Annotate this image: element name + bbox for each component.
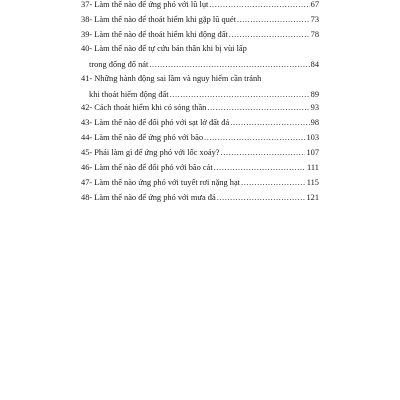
toc-entry xyxy=(81,44,319,70)
toc-entry-title: 37- Làm thế nào để ứng phó với lũ lụt xyxy=(81,0,209,9)
dot-leader xyxy=(229,30,310,40)
toc-entry xyxy=(81,0,319,10)
toc-entry-title: 41- Những hành động sai lầm và nguy hiểm cần tránh xyxy=(81,74,262,83)
toc-entry-title: 39- Làm thế nào để thoát hiểm khi động đất xyxy=(81,30,228,39)
toc-entry-page: 98 xyxy=(310,118,319,127)
dot-leader xyxy=(221,148,306,158)
toc-entry xyxy=(81,30,319,40)
dot-leader xyxy=(237,15,310,25)
dot-leader xyxy=(214,163,306,173)
toc-entry xyxy=(81,133,319,143)
toc-entry-page: 89 xyxy=(310,90,319,99)
toc-entry-title: 47- Làm thế nào ứng phó với tuyết rơi nặng hạt xyxy=(81,178,240,187)
toc-entry xyxy=(81,74,319,100)
toc-entry-title: 45- Phải làm gì để ứng phó với lốc xoáy? xyxy=(81,148,220,157)
toc-entry-page: 107 xyxy=(306,148,319,157)
toc-entry-page: 121 xyxy=(306,193,319,202)
toc-entry-page: 111 xyxy=(307,163,319,172)
toc-entry xyxy=(81,15,319,25)
dot-leader xyxy=(217,193,306,203)
toc-entry-page: 78 xyxy=(310,30,319,39)
toc-entry xyxy=(81,148,319,158)
toc-entry-title-continued: trong đống đổ nát xyxy=(89,60,149,69)
toc-entry-page: 103 xyxy=(306,133,319,142)
dot-leader xyxy=(241,178,306,188)
toc-entry xyxy=(81,163,319,173)
dot-leader xyxy=(207,103,309,113)
dot-leader xyxy=(149,60,309,70)
toc-entry xyxy=(81,103,319,113)
dot-leader xyxy=(209,0,309,10)
toc-entry-title: 43- Làm thế nào để đối phó với sạt lở đất đá xyxy=(81,118,230,127)
toc-entry-title: 48- Làm thế nào để ứng phó với mưa đá xyxy=(81,193,216,202)
dot-leader xyxy=(230,118,309,128)
dot-leader xyxy=(170,90,310,100)
toc-entry xyxy=(81,193,319,203)
toc-entry-page: 93 xyxy=(310,103,319,112)
toc-entry-page: 67 xyxy=(310,0,319,9)
toc-entry-title: 40- Làm thế nào để tự cứu bản thân khi bị vùi lấp xyxy=(81,44,247,53)
toc-entry-title: 46- Làm thế nào để đối phó với bão cát xyxy=(81,163,213,172)
toc-entry-page: 84 xyxy=(310,60,319,69)
toc-entry xyxy=(81,118,319,128)
toc-entry xyxy=(81,178,319,188)
dot-leader xyxy=(204,133,305,143)
toc-entry-title: 42- Cách thoát hiểm khi có sóng thần xyxy=(81,103,207,112)
toc-entry-page: 115 xyxy=(306,178,319,187)
toc-entry-title: 44- Làm thế nào để ứng phó với bão xyxy=(81,133,204,142)
toc-entry-title: 38- Làm thế nào để thoát hiểm khi gặp lũ quét xyxy=(81,15,236,24)
toc-entry-title-continued: khi thoát hiểm động đất xyxy=(89,90,169,99)
toc-entry-page: 73 xyxy=(310,15,319,24)
